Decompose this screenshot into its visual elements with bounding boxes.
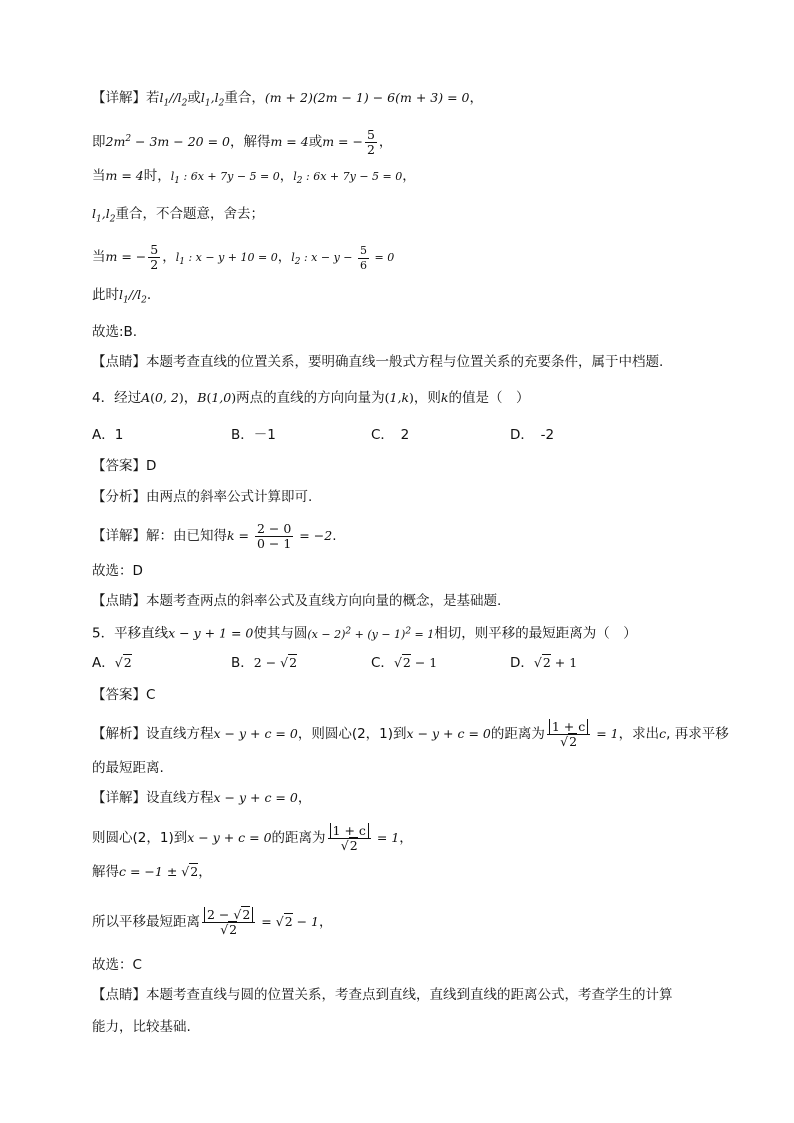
text-line: 【点睛】本题考查直线的位置关系，要明确直线一般式方程与位置关系的充要条件，属于中档题. <box>92 354 664 370</box>
text-line: 【详解】设直线方程x − y + c = 0， <box>92 790 312 806</box>
option-a: A．1 <box>92 427 124 443</box>
option-a: A．√2 <box>92 655 132 671</box>
text-line: 能力，比较基础. <box>92 1019 191 1035</box>
text-line: 【详解】若$l_1//l_2$或$l_1,l_2$重合，(m + 2)(2m − 1) − 6(m + 3) = 0， <box>92 90 483 109</box>
question-4: 4．经过A(0, 2)，B(1,0)两点的直线的方向向量为(1,k)，则k的值是（ ） <box>92 390 530 406</box>
text-line: 当m = 4时，$l_1$ : 6x + 7y − 5 = 0，$l_2$ : 6x + 7y − 5 = 0， <box>92 168 416 187</box>
text-line: 【答案】D <box>92 458 157 474</box>
text-line: 的最短距离. <box>92 760 164 776</box>
option-b: B．2 − √2 <box>231 655 298 671</box>
option-b: B．－1 <box>231 427 276 443</box>
text-line: 【解析】设直线方程x − y + c = 0，则圆心(2，1)到x − y + c = 0的距离为 $\frac{1 + c}{√2}$ = 1，求出c, 再求平移 <box>92 719 729 749</box>
text-line: 所以平移最短距离 $\frac{2 - √2}{√2}$ = √2 − 1， <box>92 907 333 937</box>
text-line: 【点睛】本题考查两点的斜率公式及直线方向向量的概念，是基础题. <box>92 593 502 609</box>
text-line: 则圆心(2，1)到x − y + c = 0的距离为 $\frac{1 + c}{√2}$ = 1， <box>92 823 413 853</box>
text-line: 【点睛】本题考查直线与圆的位置关系，考查点到直线，直线到直线的距离公式，考查学生的计算 <box>92 987 673 1003</box>
text-line: 此时$l_1//l_2$. <box>92 287 152 306</box>
text-line: 故选:B. <box>92 324 138 340</box>
text-line: 【答案】C <box>92 687 156 703</box>
option-c: C．√2 − 1 <box>371 655 438 671</box>
text-line: 【分析】由两点的斜率公式计算即可. <box>92 489 313 505</box>
option-d: D．√2 + 1 <box>510 655 578 671</box>
question-5: 5．平移直线x − y + 1 = 0使其与圆$(x - 2)^2 + (y - 1)^2 = 1$相切，则平移的最短距离为（ ） <box>92 625 637 642</box>
text-line: 即$2m^2 - 3m - 20 = 0$，解得m = 4或m = − $\frac{5}{2}$ ， <box>92 127 393 157</box>
text-line: 解得c = −1 ± √2， <box>92 864 212 880</box>
text-line: $l_1,l_2$重合，不合题意，舍去； <box>92 206 264 225</box>
option-c: C． 2 <box>371 427 410 443</box>
text-line: 【详解】解：由已知得k = $\frac{2 - 0}{0 - 1}$ = −2. <box>92 521 337 551</box>
text-line: 故选：C <box>92 957 142 973</box>
text-line: 故选：D <box>92 563 143 579</box>
text-line: 当m = − $\frac{5}{2}$ ，$l_1$ : x − y + 10 = 0，$l_2$ : x − y − $\frac{5}{6}$ = 0 <box>92 242 395 272</box>
option-d: D． -2 <box>510 427 555 443</box>
